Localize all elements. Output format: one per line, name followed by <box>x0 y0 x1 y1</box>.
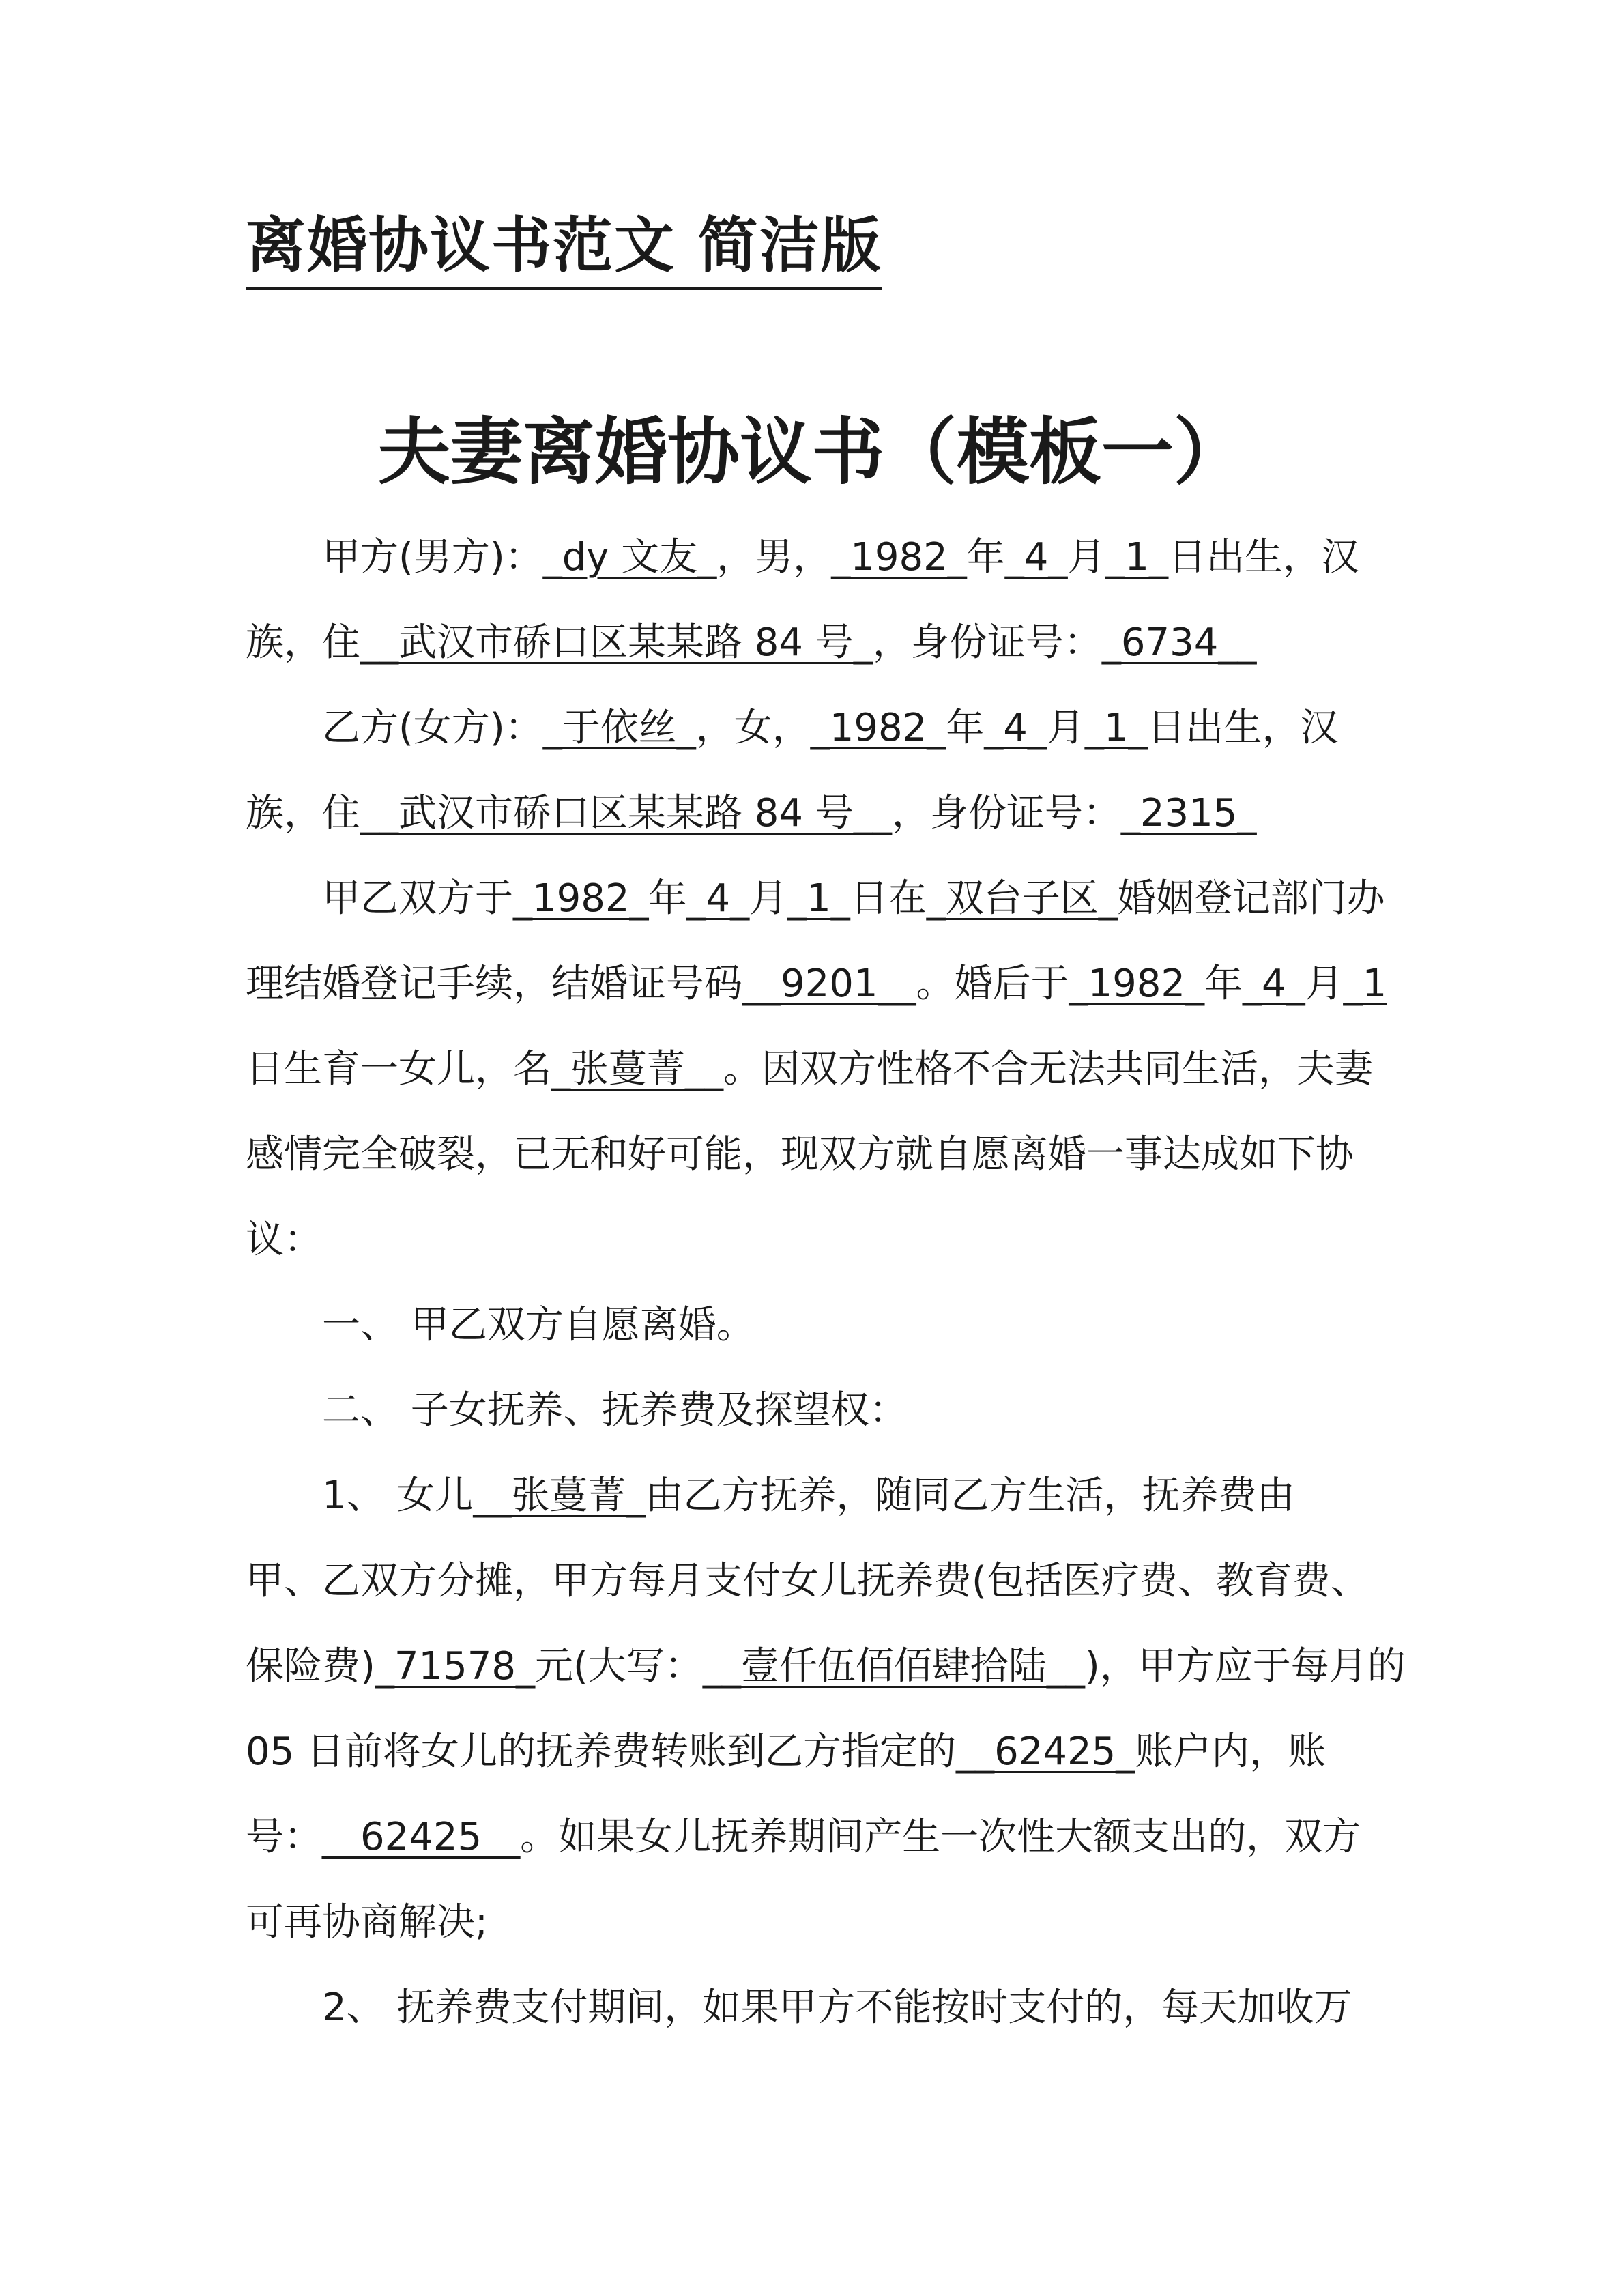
body-line <box>246 1709 1378 1794</box>
filled-field: 1982 <box>829 706 927 750</box>
filled-field: 1 <box>1362 962 1387 1006</box>
filled-field: 张蔓菁 <box>570 1047 685 1091</box>
body-text-segment: _元(大写：_ <box>516 1644 722 1689</box>
body-line <box>246 1965 1378 2050</box>
body-line <box>246 685 1378 771</box>
filled-field: 2315 <box>1140 791 1238 835</box>
body-text-segment: __。婚后于_ <box>878 962 1088 1006</box>
body-line <box>246 1197 1378 1282</box>
body-line <box>246 1368 1378 1453</box>
body-text-segment: _婚姻登记部门办 <box>1098 876 1385 921</box>
body-text-segment: 理结婚登记手续，结婚证号码__ <box>246 962 781 1006</box>
body-text-segment: ，身份证号：_ <box>891 791 1140 835</box>
body-line <box>246 1027 1378 1112</box>
body-line <box>246 600 1378 685</box>
body-text-segment: 二、 子女抚养、抚养费及探望权： <box>322 1388 908 1433</box>
filled-field: 1 <box>807 876 831 921</box>
body-text-segment: 感情完全破裂，已无和好可能，现双方就自愿离婚一事达成如下协 <box>246 1132 1354 1177</box>
body-text-segment: _日在_ <box>830 876 946 921</box>
body-text-segment: 甲、乙双方分摊，甲方每月支付女儿抚养费(包括医疗费、教育费、 <box>246 1559 1369 1603</box>
body-text-segment: 一、 甲乙双方自愿离婚。 <box>322 1303 755 1347</box>
filled-field: 62425 <box>360 1815 482 1859</box>
body-line <box>246 1794 1378 1880</box>
body-text-segment: _ <box>1237 791 1257 835</box>
body-text-segment: 族，住_ <box>246 620 379 665</box>
filled-field: _武汉市硚口区某某路 84 号__ <box>379 791 892 835</box>
body-text-segment: _账户内，账 <box>1116 1730 1326 1774</box>
filled-field: 71578 <box>394 1644 517 1689</box>
body-line <box>246 856 1385 941</box>
body-text-segment: _月_ <box>1048 535 1125 579</box>
body-text-segment: __。因双方性格不合无法共同生活，夫妻 <box>685 1047 1373 1091</box>
body-text-segment: __ <box>1218 620 1257 665</box>
body-line <box>246 515 1378 600</box>
filled-field: 4 <box>1024 535 1049 579</box>
filled-field: 6734 <box>1120 620 1219 665</box>
agreement-body <box>246 515 1406 2050</box>
body-text-segment: 甲乙双方于_ <box>322 876 532 921</box>
body-line <box>246 1453 1378 1538</box>
body-text-segment: _年_ <box>629 876 706 921</box>
body-text-segment: ，身份证号：_ <box>872 620 1121 665</box>
body-text-segment: 可再协商解决; <box>246 1900 488 1945</box>
body-line <box>246 941 1387 1027</box>
agreement-title: 夫妻离婚协议书（模板一） <box>378 410 1246 494</box>
body-text-segment: 05 日前将女儿的抚养费转账到乙方指定的__ <box>246 1730 995 1774</box>
filled-field: _于依丝_ <box>542 706 696 750</box>
filled-field: 4 <box>1262 962 1286 1006</box>
body-line <box>246 1880 1378 1965</box>
filled-field: _壹仟伍佰佰肆拾陆__ <box>721 1644 1085 1689</box>
body-text-segment: _年_ <box>947 535 1024 579</box>
body-text-segment: _月_ <box>1027 706 1104 750</box>
filled-field: 1982 <box>1088 962 1186 1006</box>
body-line <box>246 1624 1406 1709</box>
body-text-segment: ，男，_ <box>716 535 851 579</box>
body-text-segment: 号：__ <box>246 1815 360 1859</box>
body-text-segment: _年_ <box>927 706 1004 750</box>
filled-field: _武汉市硚口区某某路 84 号_ <box>379 620 873 665</box>
body-text-segment: 族，住_ <box>246 791 379 835</box>
filled-field: 双台子区 <box>945 876 1099 921</box>
body-text-segment: _日出生，汉 <box>1149 535 1359 579</box>
body-line <box>246 1112 1378 1197</box>
filled-field: 1 <box>1103 706 1129 750</box>
document-heading: 离婚协议书范文 简洁版 <box>246 205 882 290</box>
body-text-segment: 甲方(男方)： <box>322 535 543 579</box>
filled-field: 4 <box>706 876 731 921</box>
filled-field: 4 <box>1003 706 1028 750</box>
body-text-segment: 日生育一女儿，名_ <box>246 1047 570 1091</box>
body-line <box>246 771 1378 856</box>
body-text-segment: _月_ <box>730 876 807 921</box>
filled-field: 1 <box>1125 535 1149 579</box>
body-line <box>246 1538 1378 1624</box>
body-text-segment: 议： <box>246 1218 322 1262</box>
filled-field: 9201 <box>781 962 878 1006</box>
body-text-segment: _月_ <box>1286 962 1363 1006</box>
body-text-segment: __。如果女儿抚养期间产生一次性大额支出的，双方 <box>482 1815 1361 1859</box>
filled-field: _dy 文友_ <box>542 535 717 579</box>
body-text-segment: 保险费)_ <box>246 1644 394 1689</box>
body-text-segment: _由乙方抚养，随同乙方生活，抚养费由 <box>626 1474 1295 1518</box>
filled-field: 62425 <box>994 1730 1116 1774</box>
body-text-segment: 1、 女儿__ <box>322 1474 512 1518</box>
filled-field: 1982 <box>532 876 630 921</box>
filled-field: 张蔓菁 <box>511 1474 626 1518</box>
body-text-segment: _年_ <box>1185 962 1262 1006</box>
body-text-segment: 乙方(女方)： <box>322 706 543 750</box>
body-text-segment: 2、 抚养费支付期间，如果甲方不能按时支付的，每天加收万 <box>322 1985 1352 2030</box>
body-text-segment: _日出生，汉 <box>1128 706 1339 750</box>
body-text-segment: ，女，_ <box>695 706 830 750</box>
body-line <box>246 1282 1378 1368</box>
body-text-segment: )，甲方应于每月的 <box>1084 1644 1406 1689</box>
filled-field: 1982 <box>850 535 948 579</box>
